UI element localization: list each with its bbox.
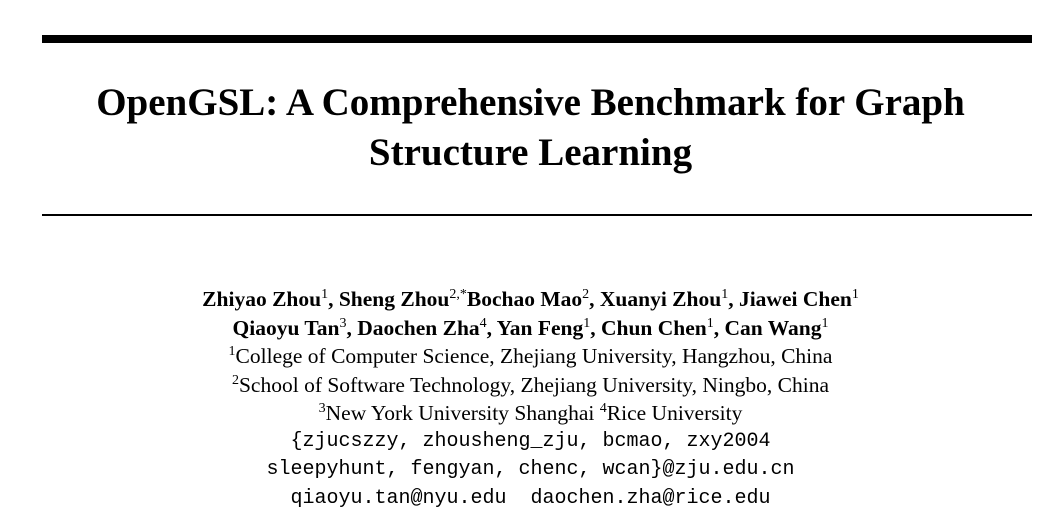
author-name: Jiawei Chen [738,287,852,311]
author-name: Qiaoyu Tan [232,315,340,340]
corresponding-author-mark: * [459,287,467,302]
affiliation-text: School of Software Technology, Zhejiang University, Ningbo, China [238,372,830,397]
paper-title [0,78,1061,178]
author-affiliation-mark: 3 [339,315,347,331]
email-line-2: sleepyhunt, fengyan, chenc, wcan}@zju.edu.cn [266,458,795,481]
title-line-2: Structure Learning [368,131,693,174]
author-name: Sheng Zhou [338,287,450,311]
author-block [0,285,1061,513]
author-name: Yan Feng [496,315,584,340]
affiliation-line-3 [0,399,1061,428]
affiliation-number: 4 [599,401,607,416]
bottom-rule [42,214,1032,216]
email-line-1: {zjucszzy, zhousheng_zju, bcmao, zxy2004 [290,429,771,453]
affiliation-number: 1 [228,344,236,359]
author-affiliation-mark: 2 [582,287,590,302]
author-affiliation-mark: 1 [721,287,729,302]
author-affiliation-mark: 1 [821,315,829,331]
author-name: Can Wang [724,315,822,340]
affiliation-line-1 [0,342,1061,371]
email-line-3: qiaoyu.tan@nyu.edu daochen.zha@rice.edu [290,486,771,510]
author-affiliation-mark: 2 [449,287,457,302]
top-rule [42,35,1032,43]
author-affiliation-mark: 1 [321,287,329,302]
affiliation-number: 2 [231,372,239,388]
author-affiliation-mark: 1 [851,287,859,302]
author-affiliation-mark: 1 [583,315,591,331]
affiliation-text: New York University Shanghai [325,401,595,425]
author-name: Chun Chen [600,315,707,340]
author-line-1: Zhiyao Zhou$^1$, Sheng Zhou$^{2,*}$Bochao Mao$^2$, Xuanyi Zhou$^1$, Jiawei Chen$^1$ [202,287,859,311]
author-name: Xuanyi Zhou [599,287,722,311]
author-name: Daochen Zha [357,315,480,340]
author-line-2: Qiaoyu Tan$^3$, Daochen Zha$^4$, Yan Feng$^1$, Chun Chen$^1$, Can Wang$^1$ [232,315,829,340]
affiliation-line-2 [0,371,1061,400]
affiliation-text: College of Computer Science, Zhejiang University, Hangzhou, China [235,344,833,368]
affiliation-text: Rice University [606,401,743,425]
affiliation-number: 3 [318,401,326,416]
author-affiliation-mark: 1 [706,315,714,331]
author-affiliation-mark: 4 [479,315,487,331]
author-name: Bochao Mao [466,287,583,311]
title-line-1: OpenGSL: A Comprehensive Benchmark for Graph [96,81,965,124]
author-name: Zhiyao Zhou [202,287,322,311]
